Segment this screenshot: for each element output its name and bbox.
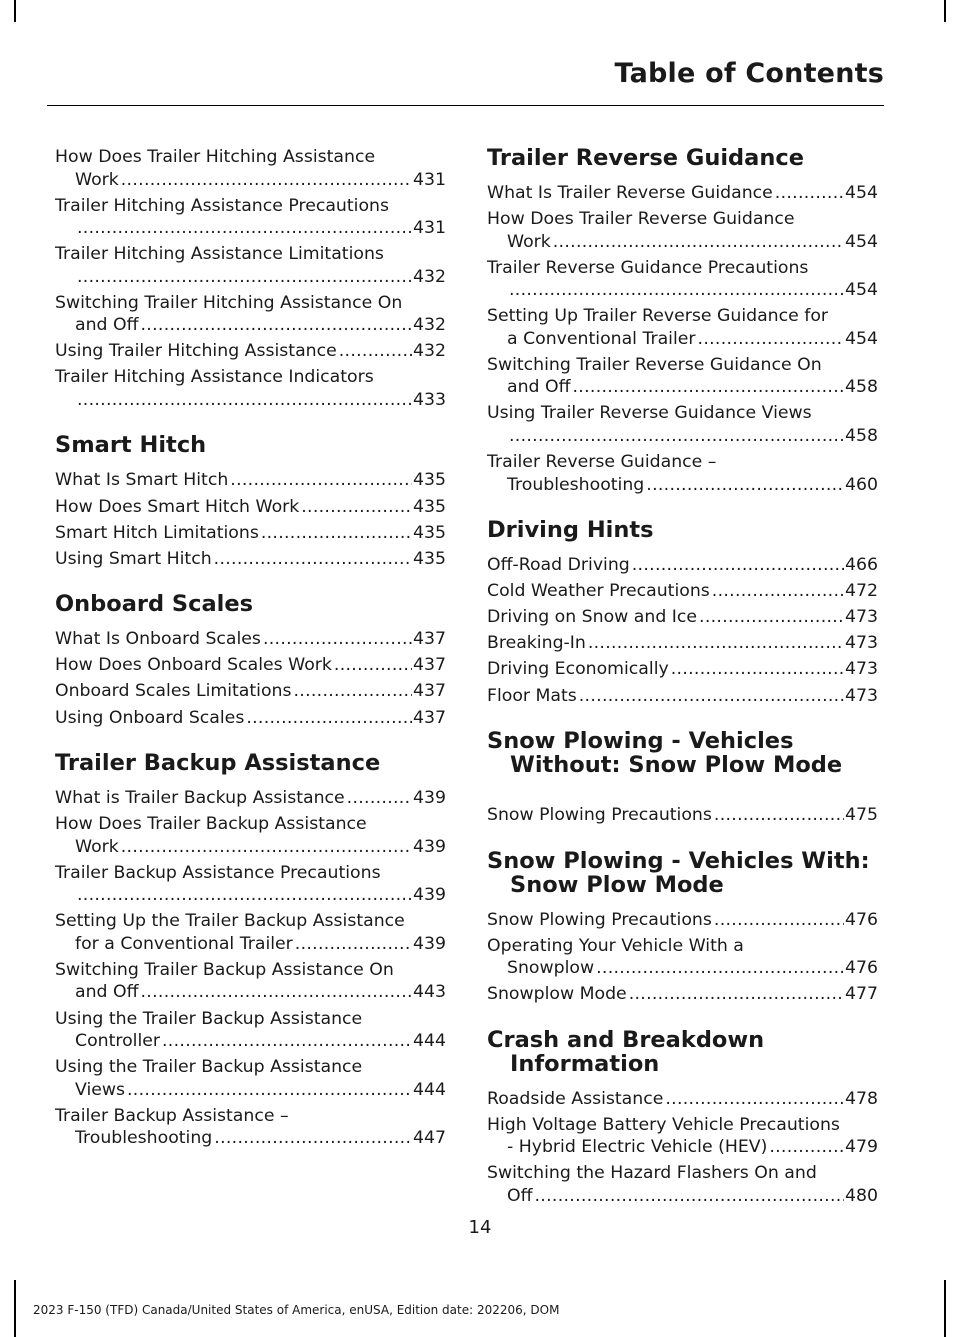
dot-leader [127, 1079, 412, 1102]
toc-entry-title: High Voltage Battery Vehicle Precautions [487, 1114, 840, 1135]
section-heading-text: Onboard Scales [55, 591, 254, 618]
toc-page-number: 437 [413, 707, 446, 728]
toc-page-number: 473 [845, 659, 878, 680]
dot-leader [334, 654, 412, 677]
toc-entry-title: Using Trailer Hitching Assistance [55, 341, 337, 362]
section-heading-text: Trailer Reverse Guidance [487, 145, 804, 171]
toc-entry[interactable] [55, 813, 446, 858]
toc-entry[interactable] [487, 208, 878, 253]
toc-page-number: 479 [845, 1137, 878, 1158]
toc-entry[interactable] [55, 243, 446, 288]
dot-leader [339, 340, 412, 363]
toc-page-number: 432 [413, 315, 446, 336]
section-heading [487, 1028, 878, 1076]
toc-right-column [487, 146, 878, 1211]
toc-entry-title: What Is Smart Hitch [55, 470, 229, 491]
dot-leader [553, 231, 844, 254]
toc-entry[interactable] [487, 1114, 878, 1159]
toc-page-number: 458 [845, 425, 878, 446]
section-heading-text: Without: Snow Plow Mode [510, 752, 843, 779]
toc-entry-title: What Is Trailer Reverse Guidance [487, 183, 773, 203]
crop-mark-bottom-left [14, 1280, 16, 1337]
toc-entry-title: Using Smart Hitch [55, 548, 212, 569]
toc-entry-title: Trailer Hitching Assistance Indicators [55, 367, 374, 388]
toc-entry-title: Floor Mats [487, 685, 577, 706]
toc-entry-title: Views [75, 1079, 126, 1100]
toc-entry-title: Off [507, 1185, 533, 1206]
dot-leader [141, 314, 412, 337]
toc-page-number: 444 [413, 1031, 446, 1051]
dot-leader [230, 469, 412, 492]
toc-page-number: 444 [413, 1079, 446, 1100]
toc-entry-title: Controller [75, 1031, 161, 1051]
toc-entry[interactable] [487, 632, 878, 655]
toc-page-number: 473 [845, 607, 878, 628]
section-heading [487, 729, 878, 777]
dot-leader [141, 981, 412, 1004]
toc-entry-title: How Does Onboard Scales Work [55, 655, 332, 676]
toc-entry[interactable] [487, 402, 878, 447]
crop-mark-top-right [944, 0, 946, 22]
dot-leader [301, 496, 412, 519]
toc-page-number: 431 [413, 218, 446, 239]
toc-entry-title: Work [75, 169, 119, 190]
dot-leader [263, 628, 412, 651]
toc-entry[interactable] [55, 959, 446, 1004]
toc-entry-title: Setting Up Trailer Reverse Guidance for [487, 306, 829, 327]
toc-entry-title: Snowplow [507, 958, 595, 979]
toc-page-number: 431 [413, 169, 446, 190]
dot-leader [646, 474, 844, 497]
dot-leader [588, 632, 844, 655]
toc-entry-title: What is Trailer Backup Assistance [55, 788, 345, 809]
toc-page-number: 476 [845, 909, 878, 930]
toc-entry-title: Snow Plowing Precautions [487, 805, 712, 826]
toc-page-number: 476 [845, 958, 878, 979]
toc-entry[interactable] [55, 680, 446, 703]
toc-page-number: 435 [413, 548, 446, 569]
dot-leader [77, 389, 412, 412]
toc-entry[interactable] [55, 1008, 446, 1053]
toc-page-number: 447 [413, 1128, 446, 1149]
toc-entry[interactable] [487, 354, 878, 399]
section-heading [487, 146, 878, 170]
toc-entry[interactable] [55, 707, 446, 730]
toc-entry[interactable] [55, 1056, 446, 1101]
toc-entry[interactable] [55, 522, 446, 545]
section-heading [55, 433, 446, 457]
toc-entry[interactable] [487, 451, 878, 496]
toc-page-number: 439 [413, 933, 446, 954]
section-heading-text: Information [510, 1050, 660, 1077]
toc-entry[interactable] [487, 983, 878, 1006]
toc-entry-title: and Off [75, 315, 139, 336]
dot-leader [261, 522, 412, 545]
toc-page-number: 458 [845, 377, 878, 398]
toc-entry-title: Roadside Assistance [487, 1088, 664, 1109]
toc-page-number: 475 [845, 805, 878, 826]
toc-entry-title: Cold Weather Precautions [487, 581, 710, 602]
toc-entry-title: Switching Trailer Hitching Assistance On [55, 292, 403, 313]
dot-leader [295, 933, 412, 956]
toc-page-number: 433 [413, 389, 446, 410]
toc-page-number: 443 [413, 982, 446, 1003]
toc-page-number: 439 [413, 788, 446, 809]
toc-entry[interactable] [487, 658, 878, 681]
toc-page-number: 454 [845, 231, 878, 252]
dot-leader [714, 909, 844, 932]
toc-entry[interactable] [487, 1088, 878, 1111]
toc-entry[interactable] [55, 469, 446, 492]
section-heading [55, 751, 446, 775]
toc-page-number: 432 [413, 266, 446, 287]
section-heading [55, 592, 446, 616]
toc-entry-title: Trailer Reverse Guidance – [487, 452, 717, 473]
toc-entry-title: Trailer Reverse Guidance Precautions [487, 257, 809, 278]
toc-page-number: 460 [845, 474, 878, 495]
dot-leader [632, 554, 844, 577]
dot-leader [77, 884, 412, 907]
toc-entry-title: How Does Trailer Reverse Guidance [487, 209, 795, 230]
toc-entry[interactable] [55, 910, 446, 955]
toc-entry-title: Trailer Backup Assistance – [55, 1105, 289, 1126]
toc-entry-title: How Does Smart Hitch Work [55, 496, 300, 517]
dot-leader [665, 1088, 844, 1111]
section-heading-text: Crash and Breakdown [487, 1026, 765, 1053]
toc-entry[interactable] [55, 787, 446, 810]
dot-leader [629, 983, 844, 1006]
toc-entry-title: Trailer Hitching Assistance Limitations [55, 244, 384, 265]
toc-entry-title: Snowplow Mode [487, 984, 627, 1005]
toc-page-number: 439 [413, 836, 446, 857]
toc-page-number: 478 [845, 1088, 878, 1109]
toc-page-number: 435 [413, 522, 446, 543]
toc-entry[interactable] [55, 496, 446, 519]
toc-entry-title: Operating Your Vehicle With a [487, 935, 744, 956]
toc-entry-title: - Hybrid Electric Vehicle (HEV) [507, 1137, 768, 1158]
dot-leader [698, 328, 844, 351]
page-title: Table of Contents [614, 58, 884, 89]
toc-entry-title: Onboard Scales Limitations [55, 681, 292, 702]
toc-left-column [55, 146, 446, 1153]
toc-entry-title: Driving Economically [487, 659, 669, 680]
toc-entry[interactable] [487, 804, 878, 827]
section-heading-text: Snow Plowing - Vehicles [487, 728, 794, 755]
dot-leader [579, 685, 844, 708]
toc-page-number: 466 [845, 555, 878, 576]
dot-leader [162, 1030, 412, 1053]
toc-page-number: 454 [845, 328, 878, 349]
section-heading [487, 849, 878, 897]
toc-entry-title: Trailer Backup Assistance Precautions [55, 862, 381, 883]
dot-leader [714, 804, 844, 827]
dot-leader [246, 707, 412, 730]
toc-entry-title: Troubleshooting [507, 474, 645, 495]
section-heading-text: Driving Hints [487, 517, 654, 544]
toc-entry-title: Switching Trailer Backup Assistance On [55, 959, 394, 980]
dot-leader [121, 169, 412, 192]
dot-leader [214, 1127, 412, 1150]
crop-mark-bottom-right [944, 1280, 946, 1337]
dot-leader [509, 425, 844, 448]
toc-page-number: 473 [845, 685, 878, 706]
toc-entry[interactable] [55, 628, 446, 651]
toc-entry-title: Troubleshooting [75, 1128, 213, 1149]
toc-entry[interactable] [487, 685, 878, 708]
dot-leader [509, 279, 844, 302]
toc-page-number: 473 [845, 633, 878, 654]
toc-entry[interactable] [487, 935, 878, 980]
toc-entry-title: Smart Hitch Limitations [55, 522, 259, 543]
dot-leader [121, 836, 412, 859]
toc-entry-title: Driving on Snow and Ice [487, 607, 698, 628]
toc-page-number: 477 [845, 984, 878, 1005]
crop-mark-top-left [14, 0, 16, 22]
dot-leader [775, 182, 844, 205]
toc-entry-title: a Conventional Trailer [507, 328, 696, 349]
toc-page-number: 437 [413, 629, 446, 650]
toc-entry[interactable] [55, 1105, 446, 1150]
toc-page-number: 480 [845, 1185, 878, 1206]
toc-page-number: 437 [413, 655, 446, 676]
toc-entry[interactable] [55, 146, 446, 191]
toc-page-number: 472 [845, 581, 878, 602]
toc-entry[interactable] [55, 292, 446, 337]
footer-edition-info: 2023 F-150 (TFD) Canada/United States of America, enUSA, Edition date: 202206, DOM [33, 1303, 560, 1317]
toc-entry-title: Off-Road Driving [487, 555, 630, 576]
toc-entry-title: Using the Trailer Backup Assistance [55, 1057, 363, 1078]
section-heading-text: Snow Plowing - Vehicles With: [487, 847, 870, 874]
section-heading-text: Trailer Backup Assistance [55, 750, 381, 777]
toc-entry-title: Snow Plowing Precautions [487, 909, 712, 930]
toc-entry[interactable] [487, 257, 878, 302]
header-divider [47, 105, 884, 106]
toc-entry[interactable] [487, 554, 878, 577]
toc-entry[interactable] [487, 606, 878, 629]
dot-leader [712, 580, 844, 603]
toc-entry[interactable] [55, 195, 446, 240]
toc-entry-title: Breaking-In [487, 633, 586, 654]
dot-leader [535, 1185, 844, 1208]
section-heading-text: Snow Plow Mode [510, 871, 724, 898]
dot-leader [596, 957, 844, 980]
toc-entry-title: How Does Trailer Backup Assistance [55, 814, 367, 835]
toc-entry-title: Work [507, 231, 551, 252]
section-heading [487, 518, 878, 542]
toc-entry-title: Switching the Hazard Flashers On and [487, 1163, 817, 1184]
dot-leader [77, 266, 412, 289]
toc-entry-title: and Off [75, 982, 139, 1003]
toc-page-number: 435 [413, 470, 446, 491]
toc-entry[interactable] [55, 862, 446, 907]
toc-entry[interactable] [55, 548, 446, 571]
toc-page-number: 432 [413, 341, 446, 362]
toc-entry-title: and Off [507, 377, 571, 398]
toc-entry[interactable] [55, 366, 446, 411]
section-heading-text: Smart Hitch [55, 432, 207, 459]
toc-entry-title: What Is Onboard Scales [55, 629, 261, 650]
dot-leader [671, 658, 844, 681]
toc-page-number: 439 [413, 885, 446, 906]
toc-entry[interactable] [487, 909, 878, 932]
toc-entry-title: Work [75, 836, 119, 857]
dot-leader [769, 1136, 844, 1159]
toc-entry[interactable] [55, 340, 446, 363]
toc-entry-title: Using Onboard Scales [55, 707, 245, 728]
toc-entry[interactable] [487, 305, 878, 350]
toc-page-number: 435 [413, 496, 446, 517]
toc-entry[interactable] [487, 182, 878, 205]
dot-leader [214, 548, 412, 571]
toc-entry[interactable] [487, 1162, 878, 1207]
toc-entry[interactable] [487, 580, 878, 603]
toc-page-number: 437 [413, 681, 446, 702]
dot-leader [347, 787, 412, 810]
toc-entry-title: Using Trailer Reverse Guidance Views [487, 403, 812, 424]
dot-leader [699, 606, 844, 629]
toc-entry-title: Using the Trailer Backup Assistance [55, 1008, 363, 1029]
page-number: 14 [468, 1217, 492, 1238]
toc-page-number: 454 [845, 280, 878, 301]
dot-leader [293, 680, 412, 703]
toc-entry[interactable] [55, 654, 446, 677]
toc-entry-title: Switching Trailer Reverse Guidance On [487, 354, 822, 375]
toc-entry-title: Setting Up the Trailer Backup Assistance [55, 911, 405, 932]
toc-entry-title: How Does Trailer Hitching Assistance [55, 147, 376, 167]
dot-leader [573, 376, 844, 399]
toc-entry-title: for a Conventional Trailer [75, 933, 293, 954]
toc-entry-title: Trailer Hitching Assistance Precautions [55, 195, 389, 216]
dot-leader [77, 217, 412, 240]
toc-page-number: 454 [845, 183, 878, 203]
